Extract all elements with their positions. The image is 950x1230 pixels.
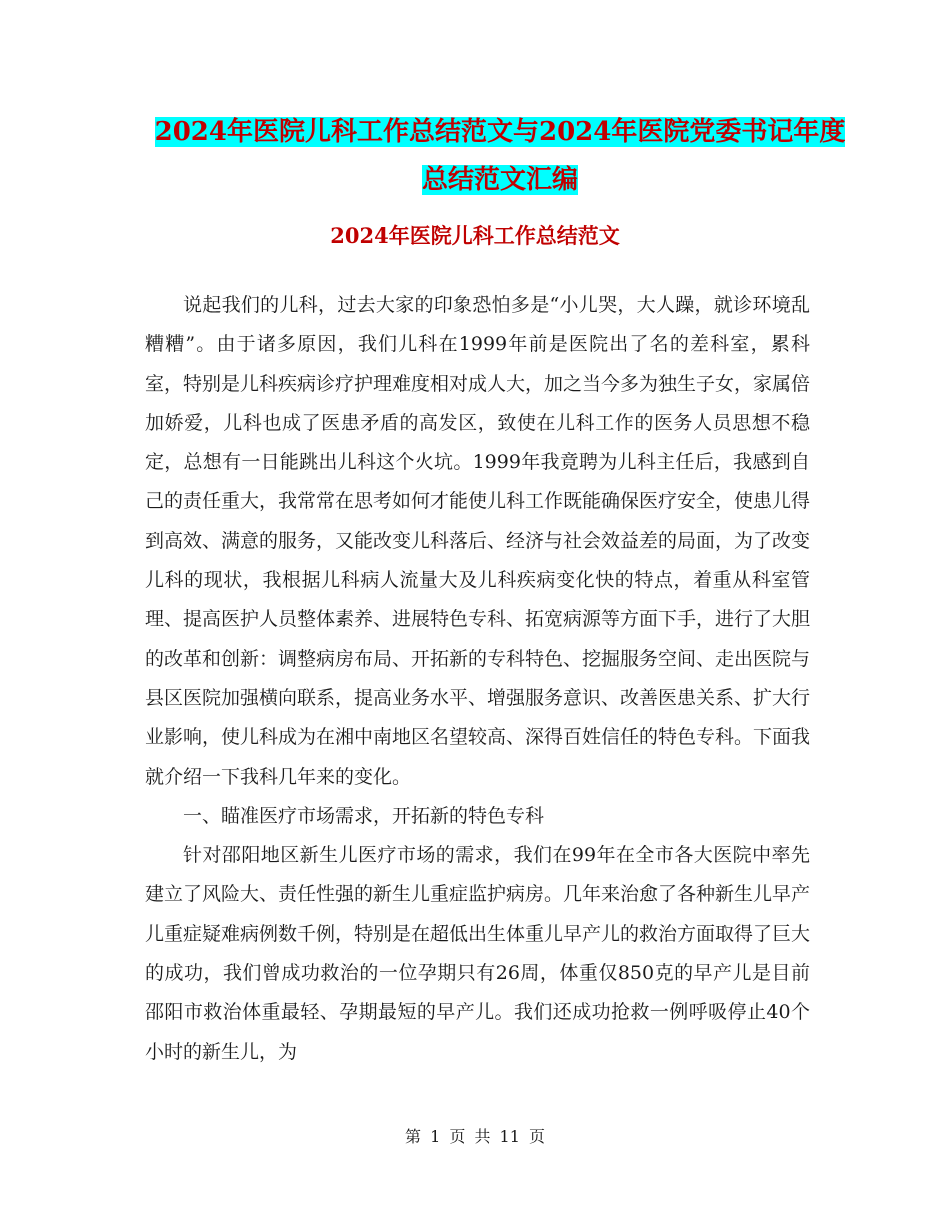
page-footer: 第 1 页 共 11 页	[405, 1127, 545, 1146]
paragraph: 针对邵阳地区新生儿医疗市场的需求，我们在99年在全市各大医院中率先建立了风险大、责任性强的新生儿重症监护病房。几年来治愈了各种新生儿早产儿重症疑难病例数千例，特别是在超低出生体重儿早产儿的救治方面取得了巨大的成功，我们曾成功救治的一位孕期只有26周，体重仅850克的早产儿是目前邵阳市救治体重最轻、孕期最短的早产儿。我们还成功抢救一例呼吸停止40个小时的新生儿，为	[145, 844, 811, 1063]
document-title-text: 2024年医院儿科工作总结范文与2024年医院党委书记年度总结范文汇编	[154, 117, 846, 195]
document-title	[150, 108, 850, 204]
paragraph: 说起我们的儿科，过去大家的印象恐怕多是“小儿哭，大人躁，就诊环境乱糟糟”。由于诸多原因，我们儿科在1999年前是医院出了名的差科室，累科室，特别是儿科疾病诊疗护理难度相对成人大，加之当今多为独生子女，家属倍加娇爱，儿科也成了医患矛盾的高发区，致使在儿科工作的医务人员思想不稳定，总想有一日能跳出儿科这个火坑。1999年我竟聘为儿科主任后，我感到自己的责任重大，我常常在思考如何才能使儿科工作既能确保医疗安全，使患儿得到高效、满意的服务，又能改变儿科落后、经济与社会效益差的局面，为了改变儿科的现状，我根据儿科病人流量大及儿科疾病变化快的特点，着重从科室管理、提高医护人员整体素养、进展特色专科、拓宽病源等方面下手，进行了大胆的改革和创新：调整病房布局、开拓新的专科特色、挖掘服务空间、走出医院与县区医院加强横向联系，提高业务水平、增强服务意识、改善医患关系、扩大行业影响，使儿科成为在湘中南地区名望较高、深得百姓信任的特色专科。下面我就介绍一下我科几年来的变化。	[145, 294, 811, 788]
section-title: 2024年医院儿科工作总结范文	[330, 223, 620, 248]
body-text	[145, 286, 810, 1072]
paragraph: 一、瞄准医疗市场需求，开拓新的特色专科	[183, 804, 545, 827]
